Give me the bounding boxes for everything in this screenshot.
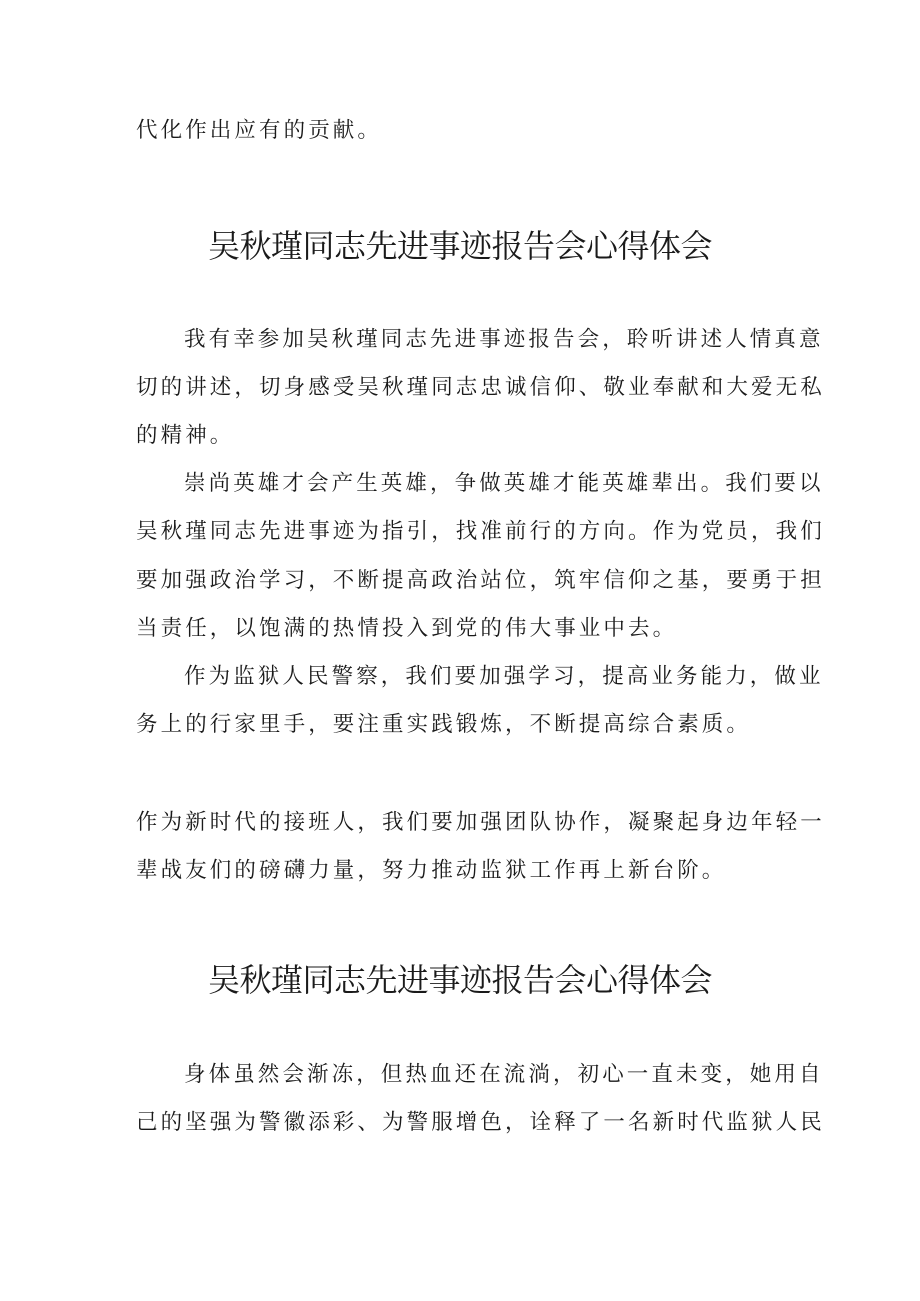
paragraph-3-line-2: 务上的行家里手，要注重实践锻炼，不断提高综合素质。 [136,712,752,737]
section-2-title: 吴秋瑾同志先进事迹报告会心得体会 [207,961,712,999]
paragraph-2-line-4: 当责任，以饱满的热情投入到党的伟大事业中去。 [136,616,678,641]
paragraph-2-line-1: 崇尚英雄才会产生英雄，争做英雄才能英雄辈出。我们要以 [184,471,824,496]
paragraph-5-line-1: 身体虽然会渐冻，但热血还在流淌，初心一直未变，她用自 [184,1062,824,1087]
paragraph-2-line-3: 要加强政治学习，不断提高政治站位，筑牢信仰之基，要勇于担 [136,568,825,593]
paragraph-4-line-1: 作为新时代的接班人，我们要加强团队协作，凝聚起身边年轻一 [136,810,825,835]
paragraph-1-line-1: 我有幸参加吴秋瑾同志先进事迹报告会，聆听讲述人情真意 [184,327,824,352]
paragraph-2-line-2: 吴秋瑾同志先进事迹为指引，找准前行的方向。作为党员，我们 [136,519,825,544]
paragraph-4-line-2: 辈战友们的磅礴力量，努力推动监狱工作再上新台阶。 [136,858,727,883]
text-line-top-fragment: 代化作出应有的贡献。 [136,118,383,143]
paragraph-3-line-1: 作为监狱人民警察，我们要加强学习，提高业务能力，做业 [184,664,824,689]
paragraph-1-line-2: 切的讲述，切身感受吴秋瑾同志忠诚信仰、敬业奉献和大爱无私 [136,375,825,400]
section-1-title: 吴秋瑾同志先进事迹报告会心得体会 [207,227,712,265]
paragraph-1-line-3: 的精神。 [136,423,235,448]
paragraph-5-line-2: 己的坚强为警徽添彩、为警服增色，诠释了一名新时代监狱人民 [136,1110,825,1135]
